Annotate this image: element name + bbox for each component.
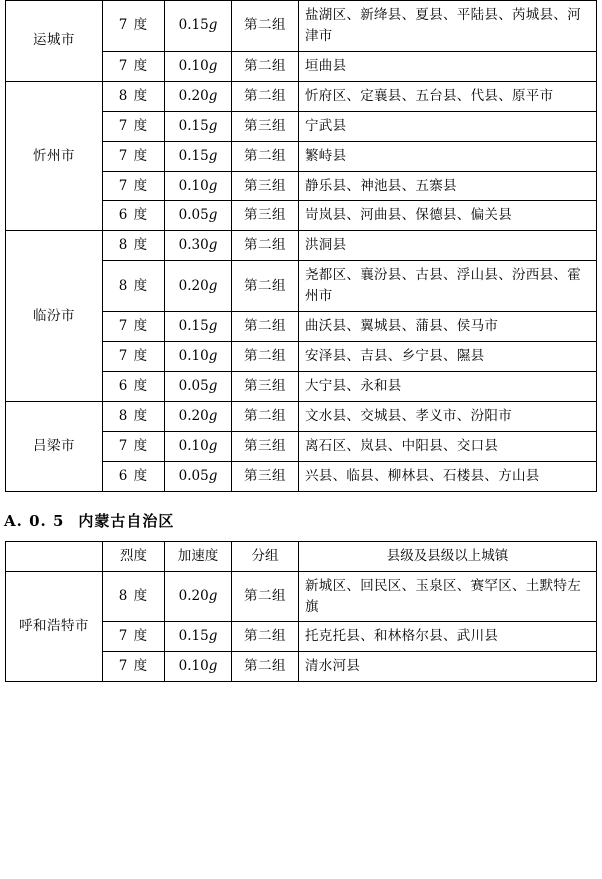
table-row: [6, 1, 597, 52]
design-group-cell: 第二组: [232, 141, 299, 171]
design-group-cell: 第三组: [232, 371, 299, 401]
intensity-cell: 7 度: [103, 342, 165, 372]
towns-list-cell: 忻府区、定襄县、五台县、代县、原平市: [299, 81, 597, 111]
intensity-cell: 7 度: [103, 1, 165, 52]
design-group-cell: 第三组: [232, 171, 299, 201]
intensity-cell: 7 度: [103, 171, 165, 201]
design-group-cell: 第二组: [232, 652, 299, 682]
intensity-cell: 8 度: [103, 81, 165, 111]
design-group-cell: 第二组: [232, 261, 299, 312]
city-name-cell: 忻州市: [6, 81, 103, 231]
acceleration-cell: 0.20g: [165, 261, 232, 312]
table-row: [6, 571, 597, 622]
acceleration-cell: 0.15g: [165, 1, 232, 52]
seismic-table-shanxi: [5, 0, 597, 492]
acceleration-cell: 0.20g: [165, 571, 232, 622]
table-body-shanxi: [6, 1, 597, 492]
column-header-1: 烈度: [103, 541, 165, 571]
acceleration-cell: 0.10g: [165, 171, 232, 201]
intensity-cell: 8 度: [103, 231, 165, 261]
city-name-cell: 吕梁市: [6, 401, 103, 491]
intensity-cell: 7 度: [103, 111, 165, 141]
acceleration-cell: 0.15g: [165, 312, 232, 342]
towns-list-cell: 新城区、回民区、玉泉区、赛罕区、土默特左旗: [299, 571, 597, 622]
design-group-cell: 第三组: [232, 201, 299, 231]
towns-list-cell: 垣曲县: [299, 51, 597, 81]
intensity-cell: 7 度: [103, 51, 165, 81]
column-header-4: 县级及县级以上城镇: [299, 541, 597, 571]
towns-list-cell: 繁峙县: [299, 141, 597, 171]
city-name-cell: 呼和浩特市: [6, 571, 103, 682]
towns-list-cell: 尧都区、襄汾县、古县、浮山县、汾西县、霍州市: [299, 261, 597, 312]
design-group-cell: 第二组: [232, 231, 299, 261]
towns-list-cell: 静乐县、神池县、五寨县: [299, 171, 597, 201]
column-header-3: 分组: [232, 541, 299, 571]
intensity-cell: 6 度: [103, 201, 165, 231]
towns-list-cell: 托克托县、和林格尔县、武川县: [299, 622, 597, 652]
section-number: A. 0. 5: [4, 511, 65, 530]
design-group-cell: 第二组: [232, 571, 299, 622]
towns-list-cell: 曲沃县、翼城县、蒲县、侯马市: [299, 312, 597, 342]
acceleration-cell: 0.30g: [165, 231, 232, 261]
acceleration-cell: 0.15g: [165, 141, 232, 171]
section-title: 内蒙古自治区: [78, 511, 175, 530]
acceleration-cell: 0.15g: [165, 111, 232, 141]
design-group-cell: 第二组: [232, 622, 299, 652]
towns-list-cell: 洪洞县: [299, 231, 597, 261]
table-body-neimenggu: [6, 541, 597, 682]
intensity-cell: 8 度: [103, 401, 165, 431]
intensity-cell: 7 度: [103, 141, 165, 171]
seismic-table-neimenggu: [5, 541, 597, 683]
intensity-cell: 7 度: [103, 431, 165, 461]
acceleration-cell: 0.10g: [165, 51, 232, 81]
design-group-cell: 第二组: [232, 342, 299, 372]
intensity-cell: 7 度: [103, 622, 165, 652]
design-group-cell: 第二组: [232, 1, 299, 52]
acceleration-cell: 0.20g: [165, 81, 232, 111]
design-group-cell: 第二组: [232, 51, 299, 81]
design-group-cell: 第三组: [232, 431, 299, 461]
table-row: [6, 401, 597, 431]
intensity-cell: 8 度: [103, 571, 165, 622]
design-group-cell: 第二组: [232, 81, 299, 111]
design-group-cell: 第二组: [232, 312, 299, 342]
intensity-cell: 8 度: [103, 261, 165, 312]
acceleration-cell: 0.10g: [165, 342, 232, 372]
acceleration-cell: 0.15g: [165, 622, 232, 652]
towns-list-cell: 宁武县: [299, 111, 597, 141]
table-row: [6, 231, 597, 261]
intensity-cell: 7 度: [103, 312, 165, 342]
city-name-cell: 运城市: [6, 1, 103, 82]
design-group-cell: 第三组: [232, 111, 299, 141]
acceleration-cell: 0.05g: [165, 461, 232, 491]
towns-list-cell: 兴县、临县、柳林县、石楼县、方山县: [299, 461, 597, 491]
towns-list-cell: 大宁县、永和县: [299, 371, 597, 401]
acceleration-cell: 0.10g: [165, 652, 232, 682]
acceleration-cell: 0.05g: [165, 371, 232, 401]
intensity-cell: 7 度: [103, 652, 165, 682]
towns-list-cell: 清水河县: [299, 652, 597, 682]
towns-list-cell: 岢岚县、河曲县、保德县、偏关县: [299, 201, 597, 231]
acceleration-cell: 0.10g: [165, 431, 232, 461]
design-group-cell: 第二组: [232, 401, 299, 431]
towns-list-cell: 离石区、岚县、中阳县、交口县: [299, 431, 597, 461]
towns-list-cell: 盐湖区、新绛县、夏县、平陆县、芮城县、河津市: [299, 1, 597, 52]
intensity-cell: 6 度: [103, 371, 165, 401]
table-row: [6, 81, 597, 111]
column-header-2: 加速度: [165, 541, 232, 571]
acceleration-cell: 0.20g: [165, 401, 232, 431]
section-heading: [4, 510, 602, 531]
design-group-cell: 第三组: [232, 461, 299, 491]
towns-list-cell: 安泽县、吉县、乡宁县、隰县: [299, 342, 597, 372]
acceleration-cell: 0.05g: [165, 201, 232, 231]
towns-list-cell: 文水县、交城县、孝义市、汾阳市: [299, 401, 597, 431]
intensity-cell: 6 度: [103, 461, 165, 491]
city-name-cell: 临汾市: [6, 231, 103, 402]
column-header-0: [6, 541, 103, 571]
table-header-row: [6, 541, 597, 571]
